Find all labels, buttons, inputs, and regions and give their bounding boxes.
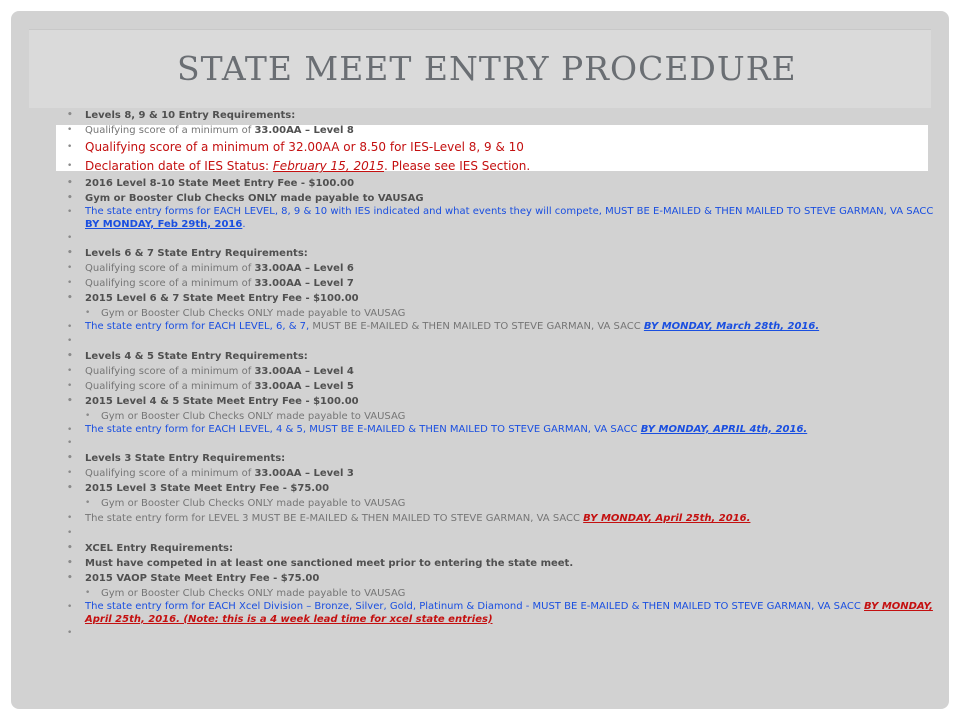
list-item: • Gym or Booster Club Checks ONLY made payable to VAUSAG <box>63 586 935 601</box>
list-item: • Levels 3 State Entry Requirements: <box>63 451 935 466</box>
list-item <box>63 526 935 541</box>
list-item <box>63 626 935 641</box>
list-item: • Qualifying score of a minimum of 33.00AA – Level 8 <box>63 123 935 138</box>
list-item <box>63 231 935 246</box>
list-item: • 2015 Level 4 & 5 State Meet Entry Fee - $100.00 <box>63 394 935 409</box>
list-item: • Qualifying score of a minimum of 33.00AA – Level 4 <box>63 364 935 379</box>
list-item <box>63 334 935 349</box>
list-item: • 2016 Level 8-10 State Meet Entry Fee - $100.00 <box>63 176 935 191</box>
list-item: • 2015 Level 6 & 7 State Meet Entry Fee - $100.00 <box>63 291 935 306</box>
list-item: • Qualifying score of a minimum of 33.00AA – Level 6 <box>63 261 935 276</box>
list-item: • Qualifying score of a minimum of 32.00AA or 8.50 for IES-Level 8, 9 & 10 <box>63 138 935 157</box>
list-item: • Gym or Booster Club Checks ONLY made payable to VAUSAG <box>63 496 935 511</box>
list-item: • 2015 VAOP State Meet Entry Fee - $75.00 <box>63 571 935 586</box>
list-item: • The state entry form for EACH Xcel Division – Bronze, Silver, Gold, Platinum & Diamond - MUST BE E-MAILED & THEN MAILED TO STEVE GARMAN, VA SACC BY MONDAY, April 25th, 2016. (Note: this is a 4 week lead time for xcel state entries) <box>63 601 935 626</box>
list-item: • XCEL Entry Requirements: <box>63 541 935 556</box>
list-item: • Levels 8, 9 & 10 Entry Requirements: <box>63 108 935 123</box>
deadline-link[interactable]: BY MONDAY, April 25th, 2016. <box>583 513 751 524</box>
list-item: • The state entry form for LEVEL 3 MUST BE E-MAILED & THEN MAILED TO STEVE GARMAN, VA SACC BY MONDAY, April 25th, 2016. <box>63 511 935 526</box>
deadline-link[interactable]: BY MONDAY, APRIL 4th, 2016. <box>640 423 808 435</box>
slide <box>11 11 949 709</box>
deadline-link[interactable]: BY MONDAY, March 28th, 2016. <box>643 321 820 332</box>
list-item: • Must have competed in at least one sanctioned meet prior to entering the state meet. <box>63 556 935 571</box>
bullet-list <box>63 108 935 641</box>
list-item: • The state entry forms for EACH LEVEL, 8, 9 & 10 with IES indicated and what events they will compete, MUST BE E-MAILED & THEN MAILED TO STEVE GARMAN, VA SACC BY MONDAY, Feb 29th, 2016. <box>63 206 935 231</box>
deadline-link[interactable]: BY MONDAY, Feb 29th, 2016 <box>85 218 243 230</box>
list-item: • 2015 Level 3 State Meet Entry Fee - $75.00 <box>63 481 935 496</box>
list-item: • Gym or Booster Club Checks ONLY made payable to VAUSAG <box>63 191 935 206</box>
list-item: • Qualifying score of a minimum of 33.00AA – Level 5 <box>63 379 935 394</box>
list-item: • Qualifying score of a minimum of 33.00AA – Level 7 <box>63 276 935 291</box>
list-item: • Qualifying score of a minimum of 33.00AA – Level 3 <box>63 466 935 481</box>
list-item: • Declaration date of IES Status: February 15, 2015. Please see IES Section. <box>63 157 935 176</box>
list-item: • Levels 6 & 7 State Entry Requirements: <box>63 246 935 261</box>
list-item: • The state entry form for EACH LEVEL, 4 & 5, MUST BE E-MAILED & THEN MAILED TO STEVE GARMAN, VA SACC BY MONDAY, APRIL 4th, 2016. <box>63 424 935 437</box>
list-item: • Levels 4 & 5 State Entry Requirements: <box>63 349 935 364</box>
deadline-link[interactable]: BY MONDAY, April 25th, 2016. (Note: this is a 4 week lead time for xcel state entries) <box>85 601 933 625</box>
list-item: • Gym or Booster Club Checks ONLY made payable to VAUSAG <box>63 409 935 424</box>
list-item: • Gym or Booster Club Checks ONLY made payable to VAUSAG <box>63 306 935 321</box>
slide-title: STATE MEET ENTRY PROCEDURE <box>177 49 797 88</box>
list-item: • The state entry form for EACH LEVEL, 6, & 7, MUST BE E-MAILED & THEN MAILED TO STEVE GARMAN, VA SACC BY MONDAY, March 28th, 2016. <box>63 321 935 334</box>
list-item <box>63 436 935 451</box>
